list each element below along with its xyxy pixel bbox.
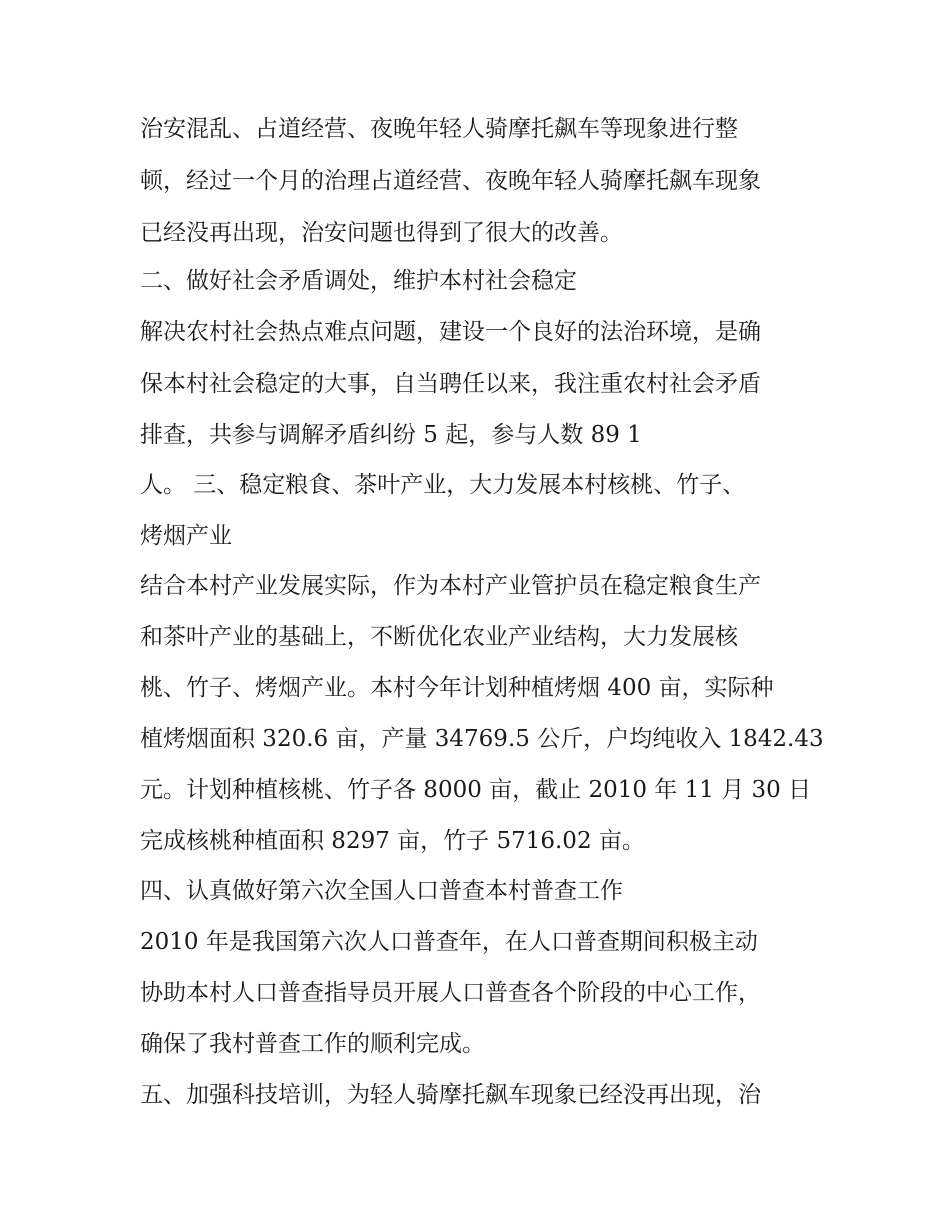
text-line: 确保了我村普查工作的顺利完成。 (140, 1031, 485, 1057)
text-line: 完成核桃种植面积 8297 亩，竹子 5716.02 亩。 (140, 828, 645, 854)
text-line: 排查，共参与调解矛盾纠纷 5 起，参与人数 89 1 (140, 422, 642, 448)
section-heading: 五、加强科技培训，为轻人骑摩托飙车现象已经没再出现，治 (140, 1082, 761, 1108)
text-line: 协助本村人口普查指导员开展人口普查各个阶段的中心工作， (140, 980, 761, 1006)
section-heading: 烤烟产业 (140, 523, 232, 549)
section-heading: 人。 三、稳定粮食、茶叶产业，大力发展本村核桃、竹子、 (140, 472, 746, 498)
text-line: 治安混乱、占道经营、夜晚年轻人骑摩托飙车等现象进行整 (140, 116, 738, 142)
text-line: 桃、竹子、烤烟产业。本村今年计划种植烤烟 400 亩，实际种 (140, 675, 774, 701)
text-line: 2010 年是我国第六次人口普查年，在人口普查期间积极主动 (140, 929, 758, 955)
section-heading: 二、做好社会矛盾调处，维护本村社会稳定 (140, 268, 577, 294)
section-heading: 四、认真做好第六次全国人口普查本村普查工作 (140, 878, 623, 904)
text-line: 元。计划种植核桃、竹子各 8000 亩，截止 2010 年 11 月 30 日 (140, 777, 812, 803)
text-line: 解决农村社会热点难点问题，建设一个良好的法治环境，是确 (140, 319, 761, 345)
text-line: 和茶叶产业的基础上，不断优化农业产业结构，大力发展核 (140, 624, 738, 650)
text-line: 顿，经过一个月的治理占道经营、夜晚年轻人骑摩托飙车现象 (140, 168, 761, 194)
text-line: 结合本村产业发展实际，作为本村产业管护员在稳定粮食生产 (140, 573, 761, 599)
text-line: 已经没再出现，治安问题也得到了很大的改善。 (140, 220, 623, 246)
text-line: 保本村社会稳定的大事，自当聘任以来，我注重农村社会矛盾 (140, 371, 761, 397)
text-line: 植烤烟面积 320.6 亩，产量 34769.5 公斤，户均纯收入 1842.43 (140, 726, 824, 752)
